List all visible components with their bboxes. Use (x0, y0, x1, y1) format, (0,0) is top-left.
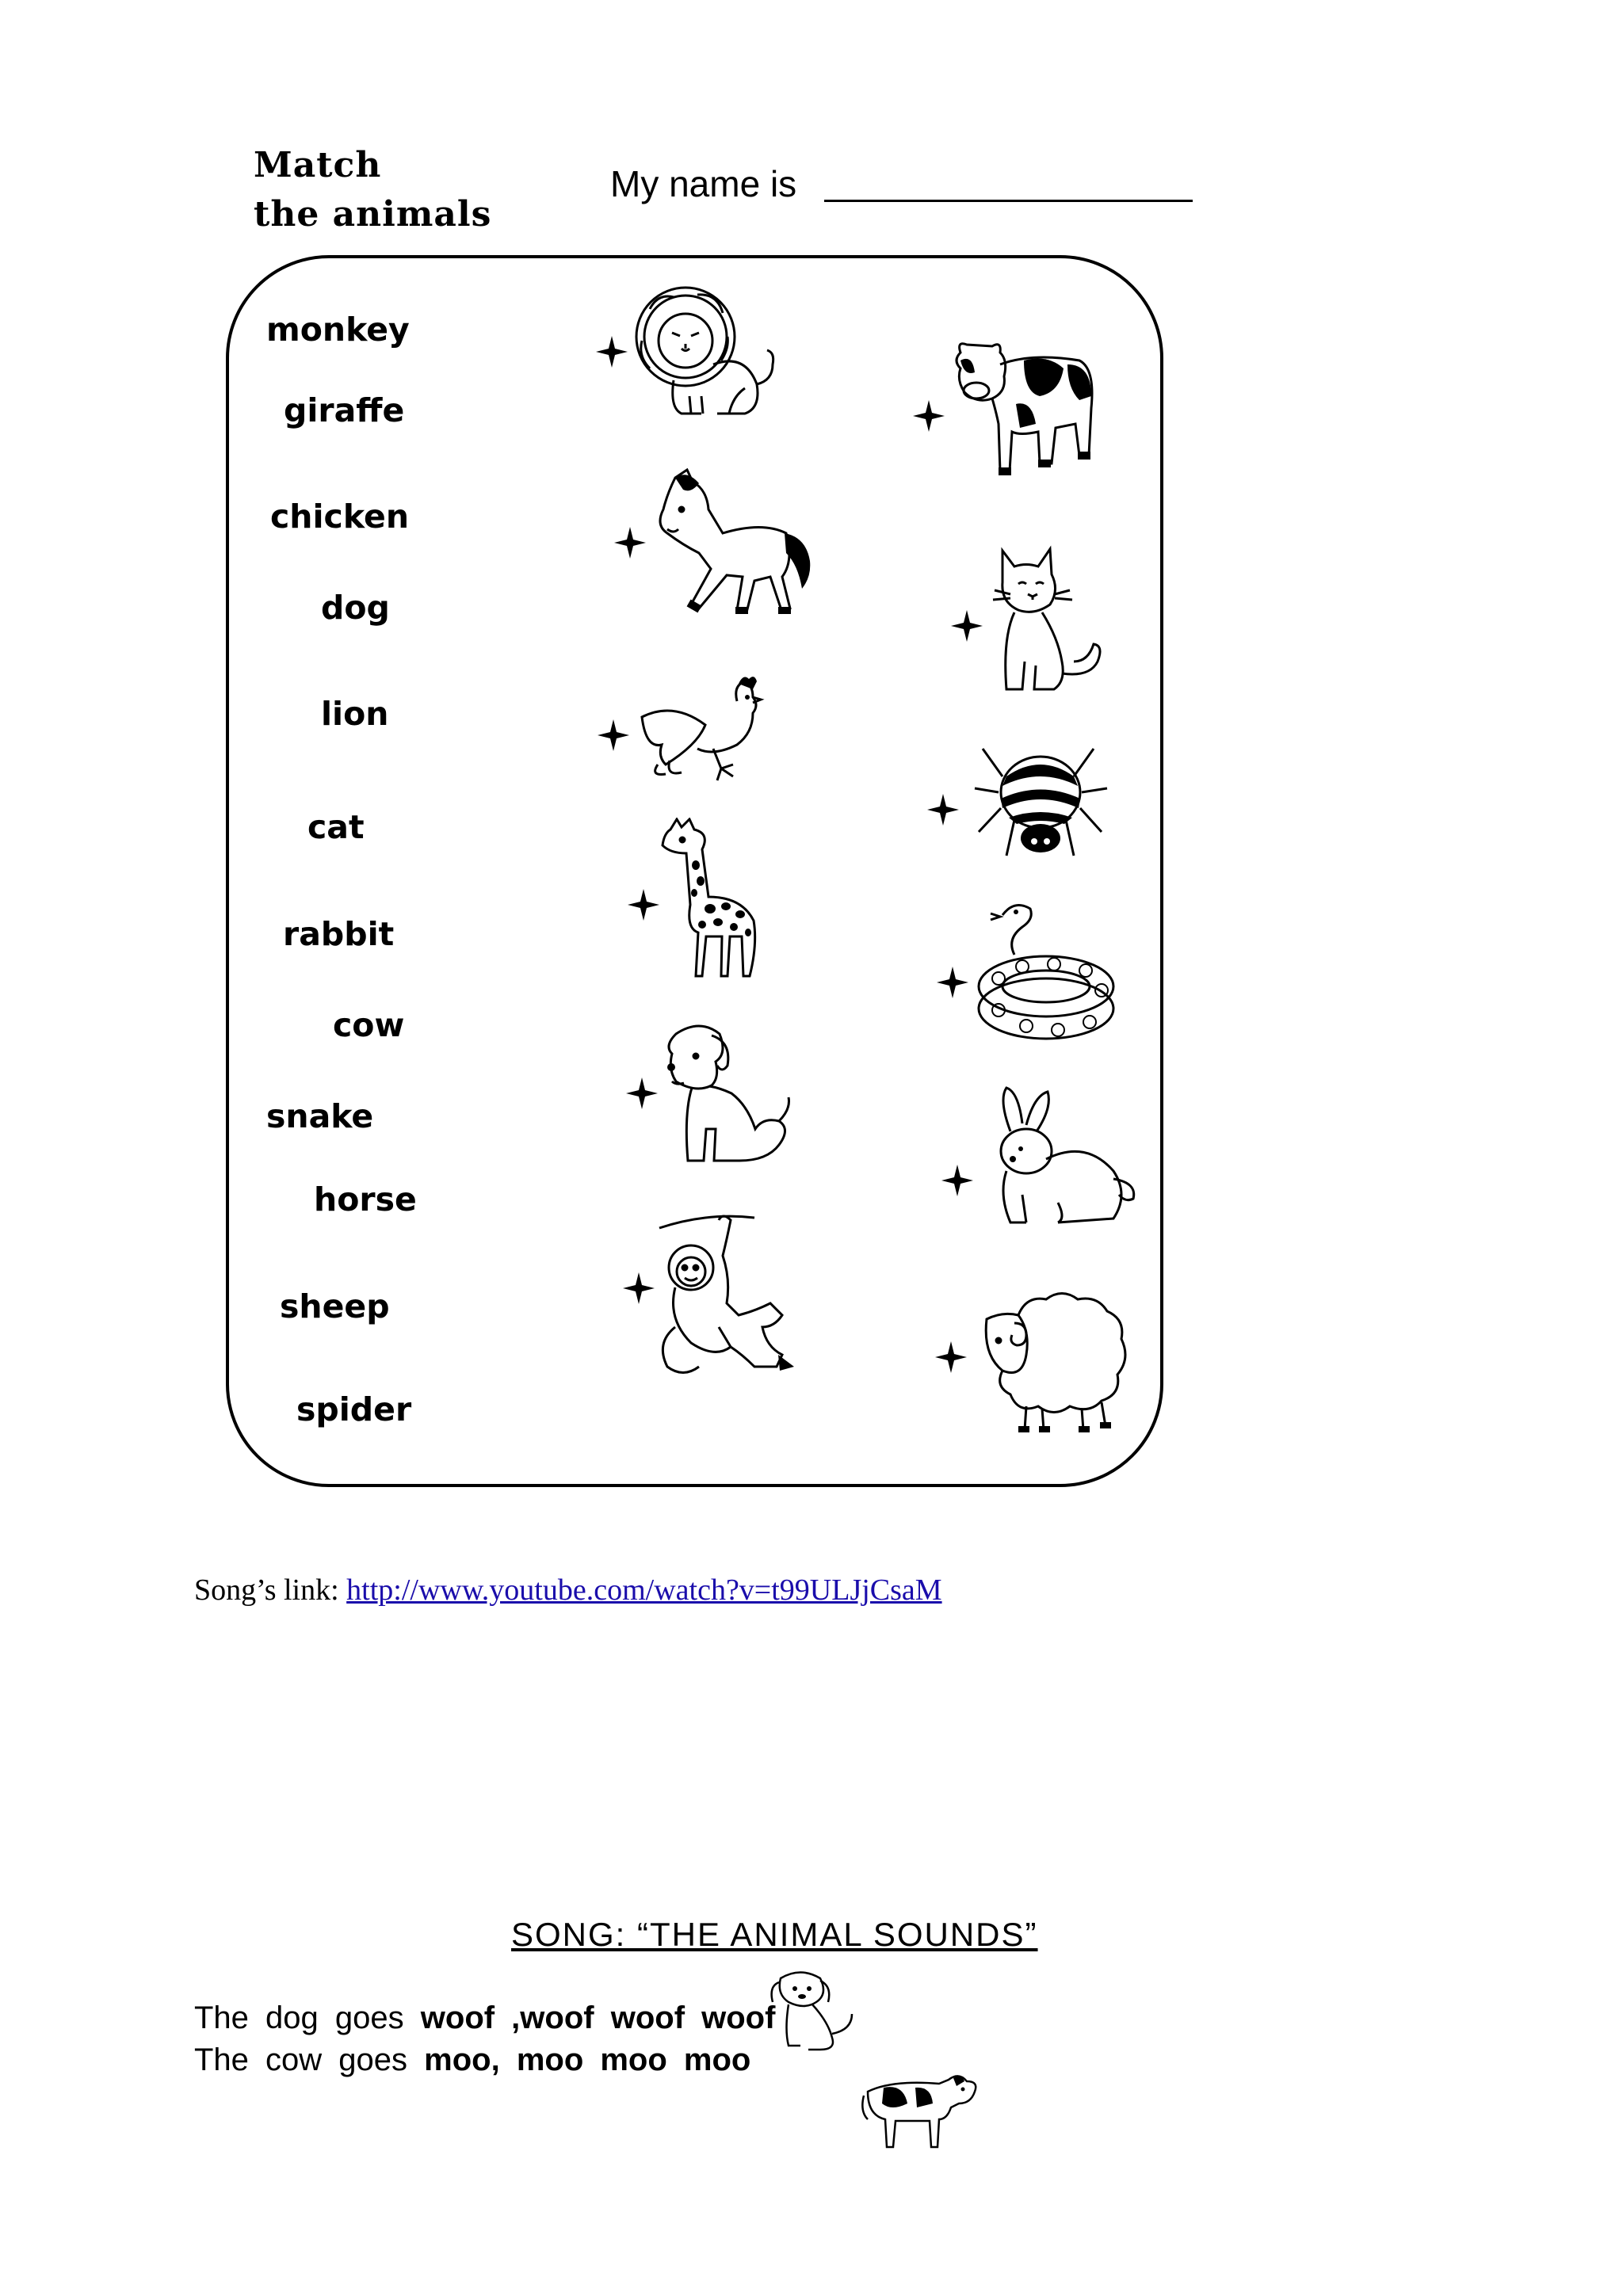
word-giraffe: giraffe (284, 391, 405, 429)
name-label: My name is (610, 163, 797, 204)
song-link[interactable]: http://www.youtube.com/watch?v=t99ULJjCsaM (346, 1573, 942, 1607)
song-link-label: Song’s link: (194, 1573, 339, 1607)
song-link-line (194, 1573, 942, 1608)
cow-picture (945, 337, 1103, 483)
giraffe-picture (655, 818, 773, 984)
word-dog: dog (321, 589, 390, 627)
song-title: SONG: “THE ANIMAL SOUNDS” (511, 1916, 1038, 1953)
lyric-prefix: The dog goes (194, 2000, 404, 2035)
word-cow: cow (333, 1006, 405, 1044)
connect-dot-chicken[interactable] (598, 719, 629, 751)
lion-picture (626, 277, 785, 424)
lyric-line-cow (194, 2042, 750, 2078)
name-blank-line[interactable] (824, 200, 1193, 202)
cat-picture (987, 543, 1106, 697)
word-lion: lion (321, 695, 389, 733)
word-rabbit: rabbit (283, 915, 395, 953)
connect-dot-lion[interactable] (596, 336, 628, 368)
small-dog-picture (741, 1966, 860, 2054)
connect-dot-cat[interactable] (951, 610, 983, 642)
word-monkey: monkey (266, 311, 410, 349)
word-cat: cat (307, 808, 365, 846)
small-cow-picture (860, 2064, 987, 2151)
snake-picture (967, 891, 1117, 1050)
dog-picture (652, 1018, 795, 1169)
lyric-sound: moo, moo moo moo (424, 2042, 751, 2077)
word-snake: snake (266, 1097, 374, 1135)
connect-dot-rabbit[interactable] (941, 1165, 973, 1196)
lyric-sound: woof ,woof woof woof (420, 2000, 776, 2035)
connect-dot-snake[interactable] (937, 967, 968, 998)
horse-picture (643, 466, 822, 620)
word-spider: spider (296, 1390, 412, 1428)
word-horse: horse (314, 1180, 417, 1219)
word-chicken: chicken (270, 498, 410, 536)
lyric-line-dog (194, 2000, 775, 2036)
sheep-picture (971, 1283, 1133, 1438)
connect-dot-spider[interactable] (927, 794, 959, 826)
word-sheep: sheep (280, 1287, 390, 1325)
rabbit-picture (983, 1084, 1141, 1230)
worksheet-title-line2: the animals (254, 194, 492, 235)
monkey-picture (643, 1208, 810, 1386)
lyric-prefix: The cow goes (194, 2042, 408, 2077)
connect-dot-cow[interactable] (913, 400, 945, 432)
connect-dot-sheep[interactable] (935, 1341, 967, 1373)
worksheet-title-line1: Match (254, 145, 382, 185)
chicken-picture (634, 669, 769, 784)
connect-dot-horse[interactable] (614, 527, 646, 559)
spider-picture (971, 745, 1113, 864)
